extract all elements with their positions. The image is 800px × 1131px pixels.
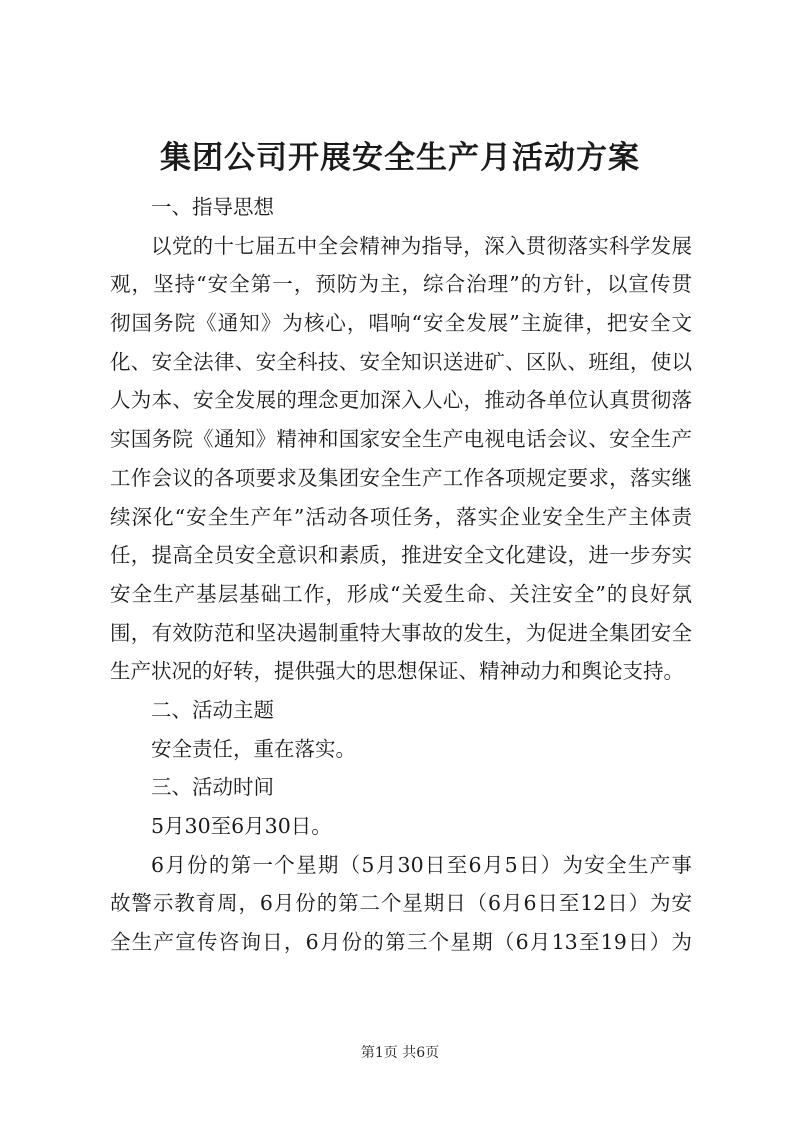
paragraph-line: 安全责任，重在落实。 <box>151 736 356 761</box>
paragraph-line: 安全生产基层基础工作，形成“关爱生命、关注安全”的良好氛 <box>110 581 692 606</box>
paragraph-line: 续深化“安全生产年”活动各项任务，落实企业安全生产主体责 <box>110 504 692 529</box>
page-footer: 第1页 共6页 <box>360 1045 440 1061</box>
paragraph-line: 彻国务院《通知》为核心，唱响“安全发展”主旋律，把安全文 <box>110 311 692 336</box>
paragraph-line: 化、安全法律、安全科技、安全知识送进矿、区队、班组，使以 <box>110 349 692 374</box>
paragraph-line: 5月30至6月30日。 <box>151 814 332 838</box>
section-heading-guiding-ideology: 一、指导思想 <box>151 195 274 219</box>
paragraph-line: 故警示教育周，6月份的第二个星期日（6月6日至12日）为安 <box>110 891 692 916</box>
paragraph-line: 全生产宣传咨询日，6月份的第三个星期（6月13至19日）为 <box>110 930 692 955</box>
paragraph-line: 工作会议的各项要求及集团安全生产工作各项规定要求，落实继 <box>110 465 692 490</box>
paragraph-line: 人为本、安全发展的理念更加深入人心，推动各单位认真贯彻落 <box>110 388 692 413</box>
document-title: 集团公司开展安全生产月活动方案 <box>160 140 640 176</box>
paragraph-line: 6月份的第一个星期（5月30日至6月5日）为安全生产事 <box>151 852 692 877</box>
paragraph-line: 生产状况的好转，提供强大的思想保证、精神动力和舆论支持。 <box>110 659 684 684</box>
section-heading-activity-time: 三、活动时间 <box>151 775 274 800</box>
paragraph-line: 围，有效防范和坚决遏制重特大事故的发生，为促进全集团安全 <box>110 620 692 645</box>
paragraph-line: 任，提高全员安全意识和素质，推进安全文化建设，进一步夯实 <box>110 543 692 568</box>
paragraph-line: 以党的十七届五中全会精神为指导，深入贯彻落实科学发展 <box>151 233 692 258</box>
section-heading-activity-theme: 二、活动主题 <box>151 697 274 722</box>
document-body <box>110 188 692 962</box>
paragraph-line: 实国务院《通知》精神和国家安全生产电视电话会议、安全生产 <box>110 427 692 452</box>
paragraph-line: 观，坚持“安全第一，预防为主，综合治理”的方针，以宣传贯 <box>110 272 692 297</box>
